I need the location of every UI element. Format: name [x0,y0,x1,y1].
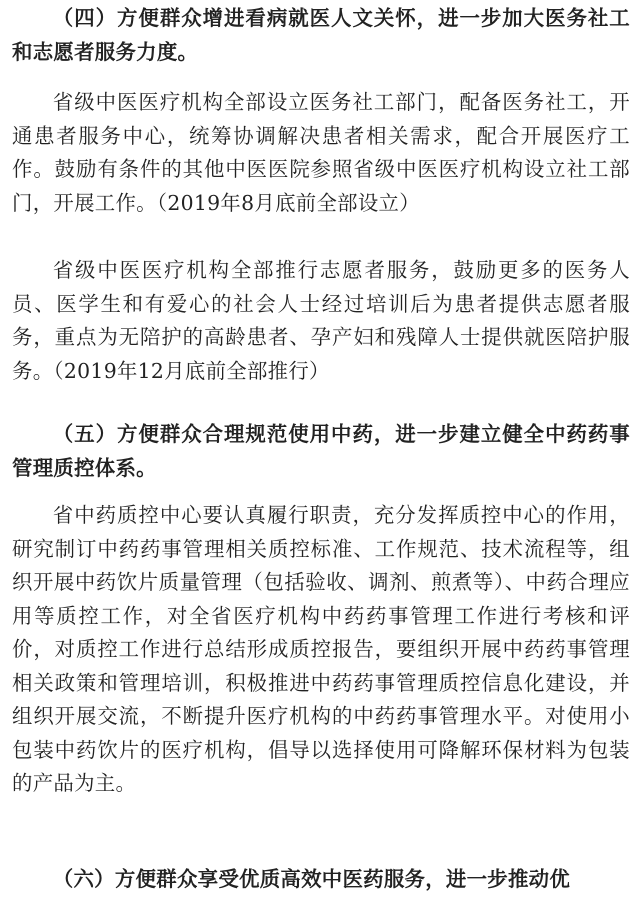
section-heading-5: （五）方便群众合理规范使用中药，进一步建立健全中药药事管理质控体系。 [12,422,630,480]
body-paragraph-quality-control: 省中药质控中心要认真履行职责，充分发挥质控中心的作用，研究制订中药药事管理相关质控标准、工作规范、技术流程等，组织开展中药饮片质量管理（包括验收、调剂、煎煮等）、中药合理应用等质控工作，对全省医疗机构中药药事管理工作进行考核和评价，对质控工作进行总结形成质控报告，要组织开展中药药事管理相关政策和管理培训，积极推进中药药事管理质控信息化建设，并组织开展交流，不断提升医疗机构的中药药事管理水平。对使用小包装中药饮片的医疗机构，倡导以选择使用可降解环保材料为包装的产品为主。 [12,503,630,795]
body-paragraph-volunteers: 省级中医医疗机构全部推行志愿者服务，鼓励更多的医务人员、医学生和有爱心的社会人士经过培训后为患者提供志愿者服务，重点为无陪护的高龄患者、孕产妇和残障人士提供就医陪护服务。（2019年12月底前全部推行） [12,258,630,383]
body-paragraph-social-workers: 省级中医医疗机构全部设立医务社工部门，配备医务社工，开通患者服务中心，统筹协调解决患者相关需求，配合开展医疗工作。鼓励有条件的其他中医医院参照省级中医医疗机构设立社工部门，开展工作。（2019年8月底前全部设立） [12,90,630,215]
section-heading-4: （四）方便群众增进看病就医人文关怀，进一步加大医务社工和志愿者服务力度。 [12,6,630,64]
section-heading-6: （六）方便群众享受优质高效中医药服务，进一步推动优 [52,867,571,891]
